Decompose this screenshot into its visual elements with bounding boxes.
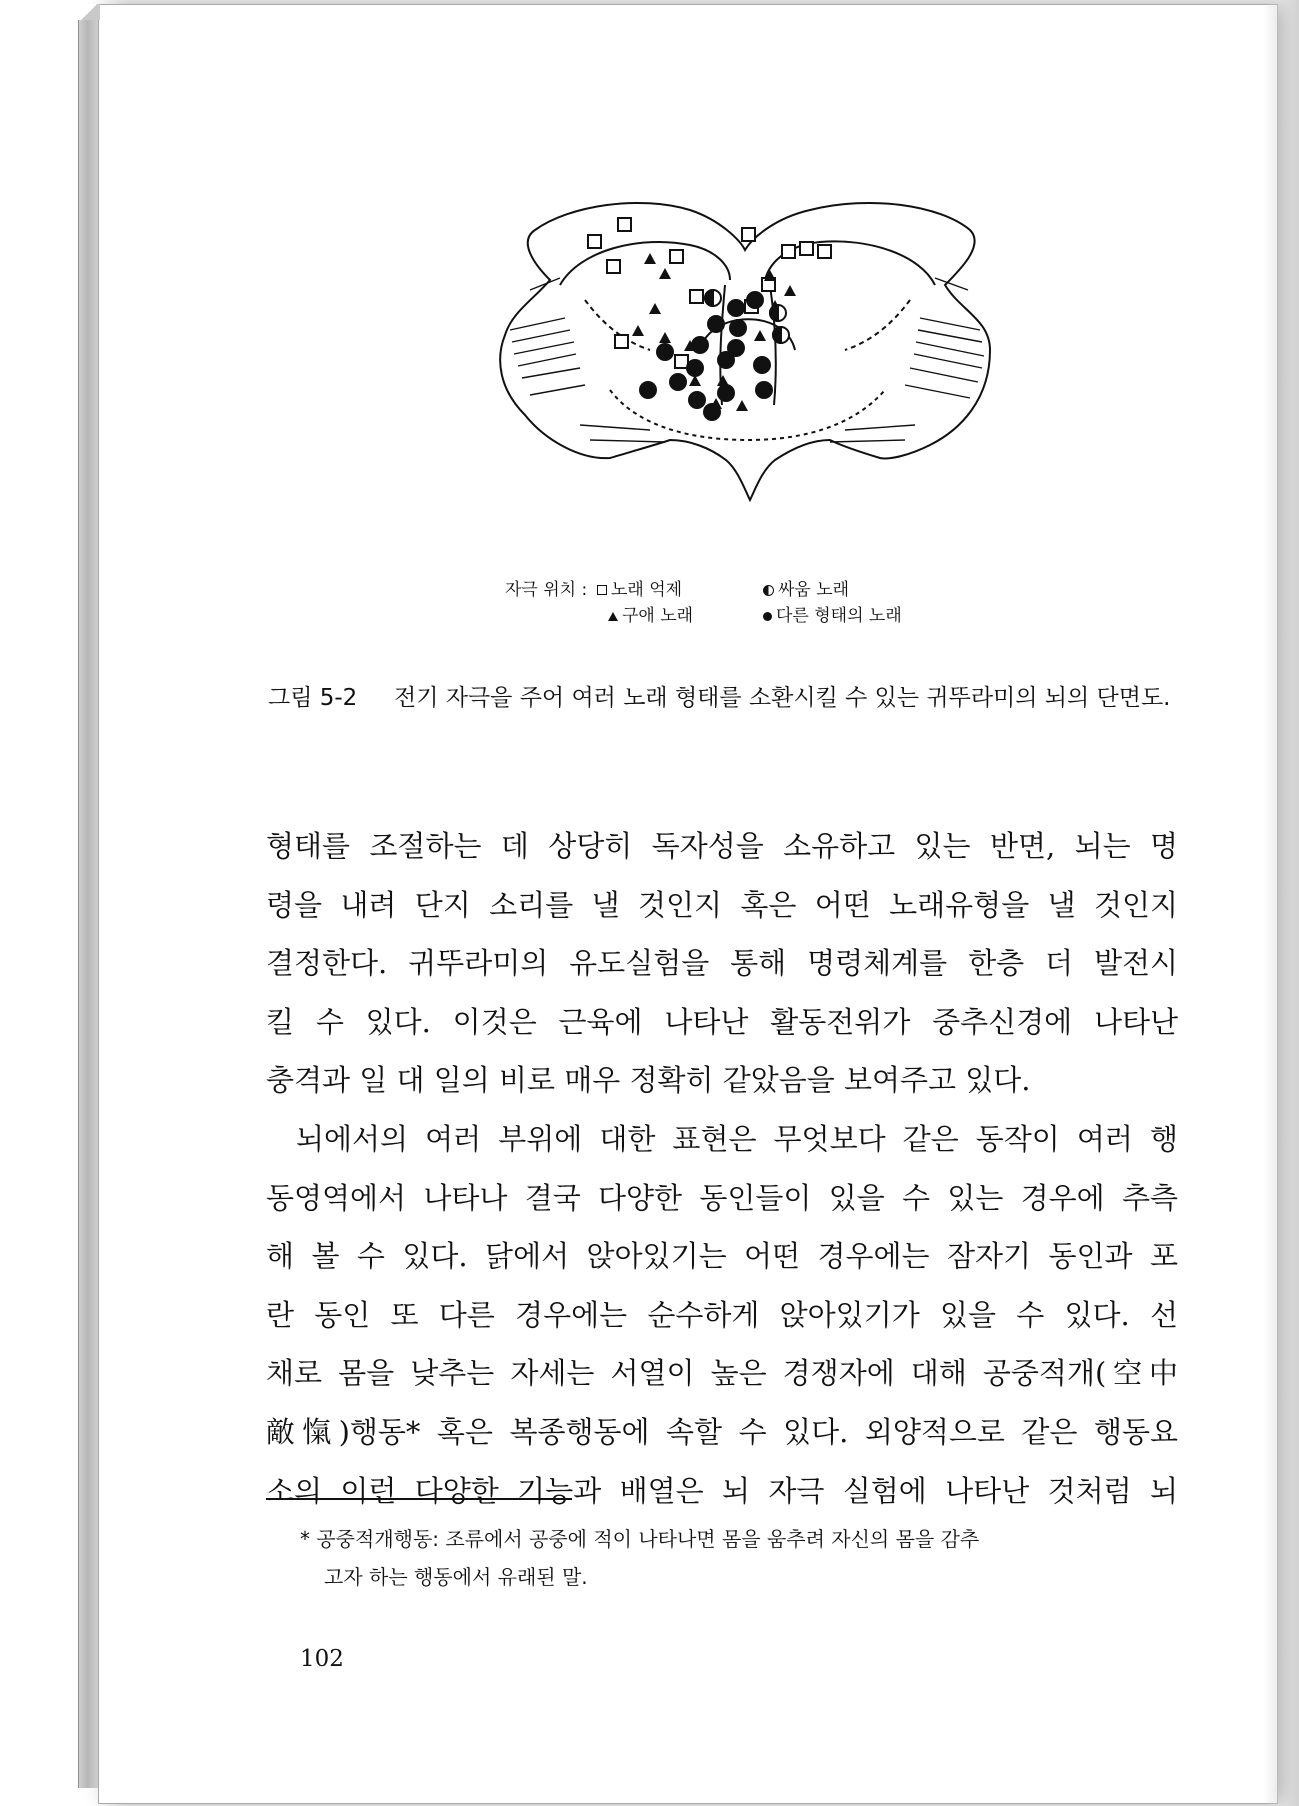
brain-section-figure: [490, 190, 1000, 550]
body-text: [266, 817, 1178, 1520]
outline: [500, 203, 990, 500]
footnote-rule: [266, 1498, 572, 1500]
body-line: 충격과 일 대 일의 비로 매우 정확히 같았음을 보여주고 있다.: [266, 1063, 1031, 1098]
body-line: 형태를 조절하는 데 상당히 독자성을 소유하고 있는 반면, 뇌는 명: [266, 829, 1178, 863]
caption-text: 전기 자극을 주어 여러 노래 형태를 소환시킬 수 있는 귀뚜라미의 뇌의 단면도.: [394, 685, 1171, 711]
legend-item-suppress: 노래 억제: [597, 575, 682, 600]
page-edge-shadow: [1263, 0, 1299, 1806]
body-line: 란 동인 또 다른 경우에는 순수하게 앉아있기가 있을 수 있다. 선: [266, 1297, 1178, 1332]
square-marker-icon: [597, 585, 607, 595]
body-line: 소의 이런 다양한 기능과 배열은 뇌 자극 실험에 나타난 것처럼 뇌: [266, 1473, 1178, 1508]
dot-marker-icon: [763, 612, 772, 621]
body-line: 해 볼 수 있다. 닭에서 앉아있기는 어떤 경우에는 잠자기 동인과 포: [266, 1239, 1178, 1274]
legend-item-other: 다른 형태의 노래: [763, 601, 902, 626]
body-line: 뇌에서의 여러 부위에 대한 표현은 무엇보다 같은 동작이 여러 행: [296, 1121, 1178, 1156]
body-line: 킬 수 있다. 이것은 근육에 나타난 활동전위가 중추신경에 나타난: [266, 1004, 1178, 1039]
body-line: 동영역에서 나타나 결국 다양한 동인들이 있을 수 있는 경우에 추측: [266, 1180, 1178, 1215]
page-number: 102: [300, 1646, 344, 1672]
body-line: 결정한다. 귀뚜라미의 유도실험을 통해 명령체계를 한층 더 발전시: [266, 946, 1178, 981]
brain-section-drawing: [490, 190, 1000, 550]
half-circle-marker-icon: [763, 585, 774, 596]
figure-legend: [505, 573, 965, 629]
body-line: 채로 몸을 낮추는 자세는 서열이 높은 경쟁자에 대해 공중적개(空中: [266, 1356, 1178, 1391]
body-line: 敵愾)행동* 혹은 복종행동에 속할 수 있다. 외양적으로 같은 행동요: [266, 1414, 1178, 1449]
legend-lead: 자극 위치 :: [505, 580, 588, 600]
footnote: [300, 1520, 1180, 1596]
caption-label: 그림 5-2: [268, 685, 358, 711]
footnote-line: 고자 하는 행동에서 유래된 말.: [324, 1565, 588, 1589]
footnote-line: * 공중적개행동: 조류에서 공중에 적이 나타나면 몸을 움추려 자신의 몸을 감추: [300, 1527, 980, 1551]
legend-item-courtship: 구애 노래: [608, 601, 693, 626]
triangle-marker-icon: [608, 612, 618, 621]
right-dashed: [845, 300, 910, 350]
page-fold: [78, 4, 100, 20]
legend-item-fight: 싸움 노래: [763, 575, 849, 600]
figure-caption: [268, 680, 1198, 716]
body-line: 령을 내려 단지 소리를 낼 것인지 혹은 어떤 노래유형을 낼 것인지: [266, 887, 1178, 922]
